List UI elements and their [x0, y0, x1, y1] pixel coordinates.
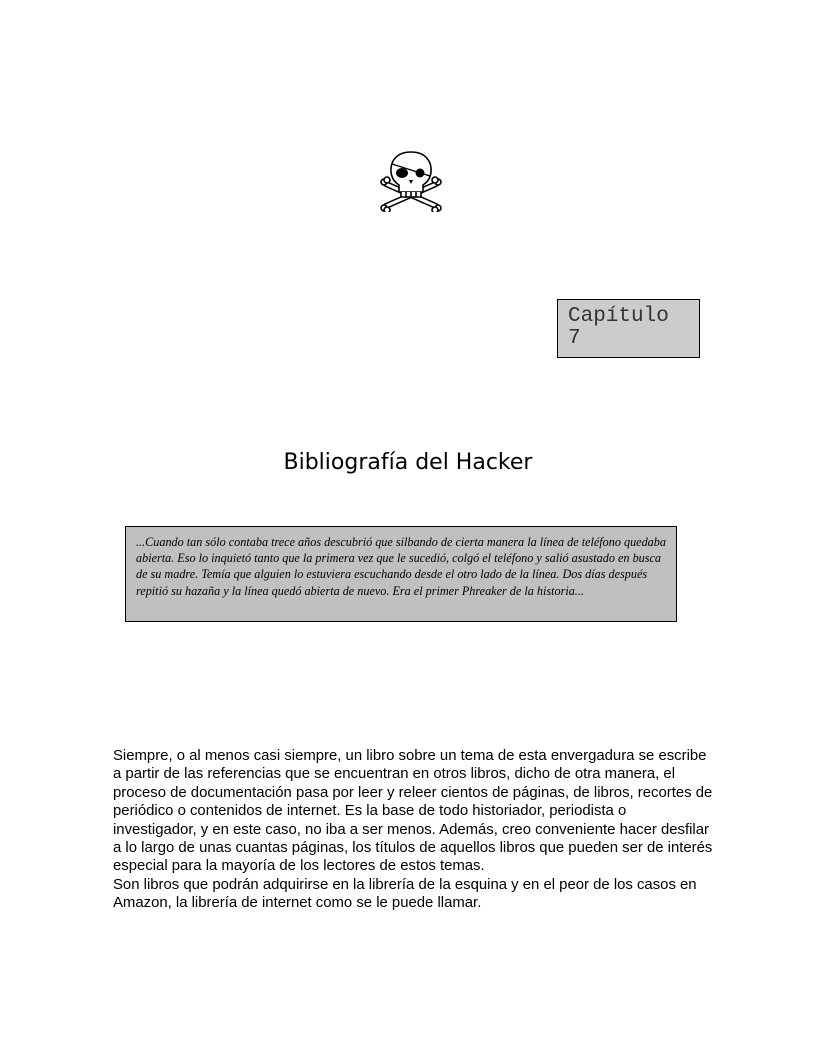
chapter-label-box — [557, 299, 700, 358]
epigraph-quote: ...Cuando tan sólo contaba trece años descubrió que silbando de cierta manera la línea de teléfono quedaba abierta. Eso lo inquietó tanto que la primera vez que le sucedió, colgó el teléfono y salió asustado en busca de su madre. Temía que alguien lo estuviera escuchando desde el otro lado de la línea. Dos días después repitió su hazaña y la línea quedó abierta de nuevo. Era el primer Phreaker de la historia... — [125, 526, 677, 622]
chapter-title: Bibliografía del Hacker — [283, 450, 533, 475]
chapter-word: Capítulo — [568, 305, 669, 328]
body-text — [113, 747, 713, 913]
skull-crossbones-icon — [378, 150, 444, 212]
chapter-number: 7 — [568, 327, 581, 350]
paragraph: Son libros que podrán adquirirse en la librería de la esquina y en el peor de los casos en Amazon, la librería de internet como se le puede llamar. — [113, 876, 697, 912]
paragraph: Siempre, o al menos casi siempre, un libro sobre un tema de esta envergadura se escribe a partir de las referencias que se encuentran en otros libros, dicho de otra manera, el proceso de documentación pasa por leer y releer cientos de páginas, de libros, recortes de periódico o contenidos de internet. Es la base de todo historiador, periodista o investigador, y en este caso, no iba a ser menos. Además, creo conveniente hacer desfilar a lo largo de unas cuantas páginas, los títulos de aquellos libros que pueden ser de interés especial para la mayoría de los lectores de estos temas. — [113, 748, 713, 875]
